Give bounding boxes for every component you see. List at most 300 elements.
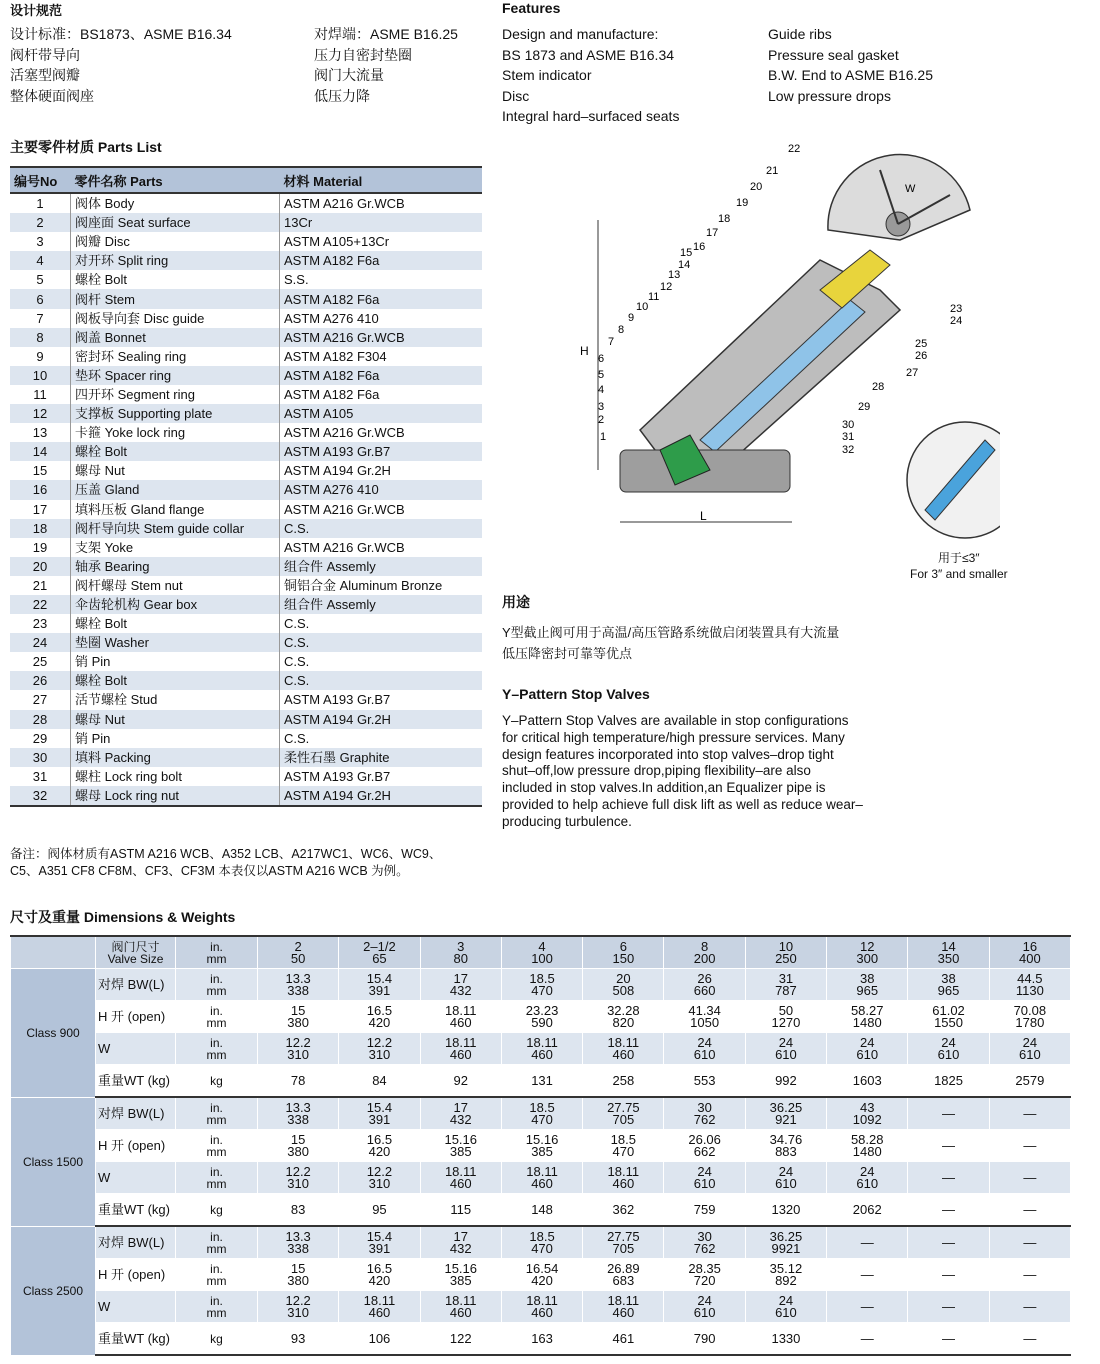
dims-cell (420, 1323, 501, 1356)
ypattern-line: provided to help achieve full disk lift as well as reduce wear– (502, 796, 863, 812)
size-mm: 400 (1018, 950, 1041, 966)
dims-cell-value: 18.11 (526, 1163, 558, 1179)
part-number: 23 (10, 614, 71, 633)
dims-cell (258, 1162, 339, 1194)
part-material: ASTM A194 Gr.2H (280, 786, 483, 806)
features-right-line: Low pressure drops (768, 87, 891, 104)
part-name: 螺栓 Bolt (71, 442, 280, 461)
dims-cell-value: 362 (612, 1201, 635, 1217)
dims-cell (420, 1291, 501, 1323)
dims-cell-value: 24 (697, 1292, 712, 1308)
parts-row (10, 729, 482, 748)
part-material: ASTM A182 F6a (280, 251, 483, 270)
dims-table (10, 935, 1071, 1356)
dims-cell-value: 115 (450, 1201, 472, 1217)
dims-cell (827, 969, 908, 1001)
callout-label: 26 (915, 350, 928, 362)
dims-cell-value: — (1023, 1137, 1037, 1153)
dims-cell (339, 1097, 420, 1130)
dims-cell (420, 969, 501, 1001)
dims-cell-value: 93 (290, 1330, 306, 1346)
dims-cell (908, 1194, 989, 1227)
callout-label: 5 (598, 369, 605, 381)
part-material: ASTM A276 410 (280, 480, 483, 499)
part-material: ASTM A182 F6a (284, 386, 380, 402)
dims-cell-value: 310 (368, 1175, 391, 1191)
dims-cell-value: 24 (697, 1163, 712, 1179)
dims-cell-value: 1270 (771, 1014, 801, 1030)
dims-cell-value: 610 (693, 1175, 716, 1191)
parts-row (10, 232, 482, 251)
valve-cross-section-diagram (580, 140, 1000, 600)
size-in: 12 (859, 938, 875, 954)
dims-cell (420, 1194, 501, 1227)
dims-cell-value: 18.11 (526, 1034, 558, 1050)
part-material: ASTM A182 F304 (284, 348, 387, 364)
part-name: 支架 Yoke (71, 538, 280, 557)
parts-row (10, 595, 482, 614)
size-header (583, 936, 664, 969)
dims-row-unit (176, 1291, 258, 1323)
dims-cell-value: — (942, 1201, 956, 1217)
dims-cell (339, 1033, 420, 1065)
part-name: 轴承 Bearing (71, 557, 280, 576)
dims-cell-value: — (942, 1137, 956, 1153)
dims-cell-value: 790 (693, 1330, 716, 1346)
dims-cell-value: — (1023, 1201, 1037, 1217)
dims-cell-value: 23.23 (525, 1002, 559, 1018)
diagram-caption-en: For 3″ and smaller (910, 567, 1008, 581)
usage-line: Y型截止阀可用于高温/高压管路系统做启闭装置具有大流量 (502, 625, 840, 640)
part-material: ASTM A216 Gr.WCB (284, 196, 405, 212)
dims-cell-value: — (1023, 1298, 1037, 1314)
part-material: ASTM A216 Gr.WCB (284, 425, 405, 441)
dims-cell (827, 1259, 908, 1291)
dims-cell-value: 15 (290, 1260, 306, 1276)
ypattern-line: design features incorporated into stop valves–drop tight (502, 746, 834, 762)
dims-cell (745, 1259, 826, 1291)
dims-cell-value: 460 (531, 1046, 553, 1062)
callout-label: 2 (598, 414, 605, 426)
dims-cell-value: 95 (372, 1201, 387, 1217)
dims-cell (420, 1001, 501, 1033)
callout-label: 23 (950, 303, 963, 315)
callout-label: 9 (628, 312, 635, 324)
dims-cell-value: 460 (449, 1014, 472, 1030)
parts-row (10, 270, 482, 289)
dims-cell (501, 1130, 582, 1162)
callout-label: 29 (858, 401, 871, 413)
diagram-caption-cn: 用于≤3″ (938, 551, 980, 565)
dims-cell (908, 1001, 989, 1033)
dims-cell (583, 1097, 664, 1130)
dims-cell-value: 18.11 (444, 1034, 477, 1050)
dims-cell-value: 38 (941, 970, 956, 986)
dims-cell (501, 1033, 582, 1065)
dims-cell (420, 1097, 501, 1130)
size-in: 2 (294, 938, 302, 954)
dims-cell-value: 992 (775, 1072, 797, 1088)
dims-cell-value: 122 (449, 1330, 472, 1346)
dims-row (11, 1130, 1071, 1162)
dims-cell (258, 1097, 339, 1130)
dims-cell-value: 1130 (1015, 982, 1044, 998)
part-material: ASTM A276 410 (284, 310, 379, 326)
dims-cell-value: 32.28 (607, 1002, 640, 1018)
callout-label: 7 (608, 336, 615, 348)
dims-cell-value: 131 (531, 1072, 553, 1088)
dims-cell-value: 1330 (771, 1330, 801, 1346)
part-number: 32 (10, 786, 71, 806)
dims-cell (583, 1259, 664, 1291)
dims-cell-value: 34.76 (769, 1131, 803, 1147)
dims-cell-value: 106 (368, 1330, 391, 1346)
dims-cell-value: 470 (531, 982, 553, 998)
dims-cell (583, 1291, 664, 1323)
dims-cell-value: 892 (775, 1272, 797, 1288)
size-mm: 50 (290, 950, 306, 966)
dims-cell-value: 965 (856, 982, 879, 998)
dims-cell-value: — (1023, 1105, 1037, 1121)
part-name: 螺母 Lock ring nut (71, 786, 280, 806)
dims-cell (258, 1291, 339, 1323)
part-name: 阀体 Body (71, 193, 280, 213)
dims-cell-value: 17 (453, 970, 468, 986)
dims-row-label: 重量WT (kg) (96, 1323, 176, 1356)
dims-cell-value: 460 (612, 1304, 635, 1320)
callout-label: 6 (598, 353, 605, 365)
dims-cell-value: — (1023, 1266, 1037, 1282)
dims-cell (989, 1323, 1070, 1356)
parts-row (10, 193, 482, 213)
dims-cell (664, 1130, 745, 1162)
features-title: Features (502, 0, 561, 16)
part-material: 柔性石墨 Graphite (280, 748, 483, 767)
dims-cell-value: — (860, 1234, 874, 1250)
dims-cell-value: 43 (859, 1099, 875, 1115)
callout-label: 24 (950, 315, 963, 327)
dims-cell-value: 24 (941, 1034, 956, 1050)
dims-cell (501, 1001, 582, 1033)
dims-cell (989, 1291, 1070, 1323)
dims-row-unit (176, 1130, 258, 1162)
callout-label: 3 (598, 401, 605, 413)
ypattern-title: Y–Pattern Stop Valves (502, 686, 650, 702)
dims-cell (989, 1226, 1070, 1259)
dims-cell-value: 28.35 (688, 1260, 721, 1276)
dim-l-label: L (700, 509, 707, 523)
parts-row (10, 786, 482, 806)
part-name: 螺栓 Bolt (71, 270, 280, 289)
dims-row-unit (176, 1097, 258, 1130)
unit-mm: mm (206, 1112, 227, 1127)
parts-row (10, 442, 482, 461)
dims-cell-value: 36.25 (769, 1099, 803, 1115)
dims-row-label: 对焊 BW(L) (96, 969, 176, 1001)
dims-cell (989, 1259, 1070, 1291)
size-mm: 150 (612, 950, 635, 966)
dims-cell (501, 1097, 582, 1130)
part-name: 阀杆螺母 Stem nut (71, 576, 280, 595)
callout-label: 14 (678, 259, 691, 271)
part-number: 21 (10, 576, 71, 595)
part-name: 阀瓣 Disc (71, 232, 280, 251)
parts-row (10, 710, 482, 729)
callout-label: 4 (598, 384, 605, 396)
dims-cell-value: 163 (531, 1330, 553, 1346)
dims-row-label: H 开 (open) (96, 1259, 176, 1291)
unit-mm: mm (206, 1047, 227, 1062)
parts-row (10, 500, 482, 519)
features-right-line: B.W. End to ASME B16.25 (768, 67, 933, 83)
dims-cell (745, 1001, 826, 1033)
dims-cell-value: — (860, 1298, 874, 1314)
callout-label: 10 (636, 301, 649, 313)
valve-size-cn: 阀门尺寸 (111, 939, 160, 954)
parts-row (10, 767, 482, 786)
dims-row-label: 重量WT (kg) (96, 1194, 176, 1227)
dims-cell (258, 1001, 339, 1033)
part-material: C.S. (284, 654, 310, 670)
dims-row-label: H 开 (open) (96, 1130, 176, 1162)
part-material: ASTM A105 (280, 404, 483, 423)
unit-mm: mm (206, 951, 227, 966)
dims-cell-value: 44.5 (1017, 970, 1043, 986)
dims-cell-value: 385 (449, 1272, 472, 1288)
dims-cell-value: 26 (697, 970, 712, 986)
unit-mm: mm (206, 983, 227, 998)
parts-row (10, 213, 482, 232)
dims-cell (989, 1162, 1070, 1194)
dims-cell-value: 18.11 (444, 1002, 477, 1018)
part-material: C.S. (284, 616, 310, 632)
features-left-line: Design and manufacture: (502, 26, 659, 42)
unit-in: in. (210, 971, 223, 986)
part-number: 1 (10, 193, 71, 213)
dims-cell-value: 460 (449, 1175, 472, 1191)
part-name: 阀杆 Stem (71, 289, 280, 308)
dims-cell-value: 18.5 (529, 1099, 555, 1115)
part-number: 6 (10, 289, 71, 308)
dims-cell-value: 15.4 (366, 1099, 393, 1115)
dims-cell-value: 84 (372, 1072, 387, 1088)
part-name: 螺柱 Lock ring bolt (71, 767, 280, 786)
dims-row-label: W (96, 1291, 176, 1323)
features-right-line: Guide ribs (768, 26, 832, 42)
dims-cell-value: 12.2 (285, 1163, 311, 1179)
part-material: ASTM A193 Gr.B7 (280, 442, 483, 461)
parts-row (10, 633, 482, 652)
dims-cell-value: 1603 (852, 1072, 882, 1088)
dims-cell-value: 12.2 (366, 1034, 393, 1050)
part-name: 销 Pin (71, 652, 280, 671)
dims-row-unit: kg (176, 1323, 258, 1356)
dims-cell-value: 391 (368, 1111, 391, 1127)
parts-header-no: 编号No (10, 167, 71, 193)
dims-row-label: H 开 (open) (96, 1001, 176, 1033)
dims-cell (745, 1226, 826, 1259)
size-header (420, 936, 501, 969)
size-header (258, 936, 339, 969)
dims-cell-value: — (942, 1298, 956, 1314)
dims-cell-value: 508 (612, 982, 635, 998)
size-in: 6 (619, 938, 627, 954)
dims-title: 尺寸及重量 Dimensions & Weights (10, 909, 236, 925)
dims-cell-value: 460 (531, 1304, 553, 1320)
dims-cell (745, 1194, 826, 1227)
callout-label: 32 (842, 444, 855, 456)
dims-cell (908, 1097, 989, 1130)
part-number: 8 (10, 328, 71, 347)
dims-cell-value: 18.5 (529, 970, 555, 986)
dims-row-label: 对焊 BW(L) (96, 1097, 176, 1130)
part-number: 24 (10, 633, 71, 652)
dims-cell (827, 1226, 908, 1259)
design-right-line: 阀门大流量 (314, 67, 384, 83)
dims-cell-value: 18.11 (526, 1292, 558, 1308)
dims-cell (908, 1065, 989, 1098)
parts-row (10, 652, 482, 671)
dims-cell-value: 24 (778, 1292, 794, 1308)
dims-cell (258, 1226, 339, 1259)
ypattern-line: for critical high temperature/high pressure services. Many (502, 729, 845, 745)
part-material: 组合件 Assemly (280, 557, 483, 576)
dims-cell-value: 15.16 (444, 1131, 478, 1147)
dims-cell-value: — (860, 1330, 874, 1346)
parts-row (10, 385, 482, 404)
callout-label: 1 (600, 431, 607, 443)
dims-header-row (11, 936, 1071, 969)
dims-row (11, 1033, 1071, 1065)
dims-cell-value: 705 (612, 1240, 635, 1256)
callout-label: 20 (750, 181, 763, 193)
dims-cell-value: 1780 (1015, 1014, 1045, 1030)
dims-cell-value: 18.11 (444, 1163, 477, 1179)
part-material: ASTM A193 Gr.B7 (284, 692, 391, 708)
part-material: ASTM A194 Gr.2H (280, 710, 483, 729)
features-left-line: Integral hard–surfaced seats (502, 108, 680, 124)
design-left-line: 阀杆带导向 (10, 46, 80, 63)
dims-cell-value: 391 (368, 1240, 391, 1256)
unit-mm: mm (206, 1176, 227, 1191)
dims-cell (258, 1194, 339, 1227)
part-number: 29 (10, 729, 71, 748)
dims-cell (420, 1130, 501, 1162)
features-right-line: Pressure seal gasket (768, 46, 899, 63)
dims-cell-value: 20 (616, 970, 631, 986)
dims-row-unit: kg (176, 1065, 258, 1098)
dims-cell-value: 15 (290, 1131, 306, 1147)
part-name: 卡箍 Yoke lock ring (71, 423, 280, 442)
dims-cell-value: 553 (693, 1072, 716, 1088)
dims-cell-value: 705 (612, 1111, 635, 1127)
part-name: 密封环 Sealing ring (71, 347, 280, 366)
dims-cell-value: 391 (368, 982, 391, 998)
dims-cell-value: 26.89 (607, 1260, 640, 1276)
design-right-line: 低压力降 (314, 87, 370, 104)
dims-cell-value: 24 (778, 1034, 794, 1050)
dims-cell (258, 1130, 339, 1162)
dims-cell-value: 35.12 (769, 1260, 803, 1276)
dims-cell-value: 16.5 (366, 1002, 393, 1018)
dims-cell-value: 470 (612, 1143, 635, 1159)
parts-row (10, 461, 482, 480)
size-in: 2–1/2 (363, 938, 396, 954)
part-name: 活节螺栓 Stud (71, 690, 280, 709)
dims-cell (989, 1033, 1070, 1065)
dims-cell (664, 1194, 745, 1227)
size-mm: 100 (531, 950, 553, 966)
dims-cell-value: 432 (449, 1240, 472, 1256)
dims-cell (258, 969, 339, 1001)
size-header (339, 936, 420, 969)
pressure-class: Class 2500 (11, 1226, 96, 1355)
unit-in: in. (210, 1035, 223, 1050)
dims-cell (583, 1194, 664, 1227)
dims-cell (989, 1130, 1070, 1162)
dims-cell (339, 1259, 420, 1291)
dims-cell-value: 1320 (771, 1201, 801, 1217)
dims-cell-value: 420 (368, 1143, 391, 1159)
dims-cell-value: 24 (778, 1163, 794, 1179)
dims-cell (908, 969, 989, 1001)
dims-cell-value: 18.5 (529, 1228, 555, 1244)
parts-table (10, 166, 482, 807)
dims-cell-value: 610 (693, 1304, 716, 1320)
dims-cell (501, 1291, 582, 1323)
dims-row-unit (176, 1259, 258, 1291)
parts-header-row (10, 167, 482, 193)
callout-label: 28 (872, 381, 885, 393)
parts-row (10, 347, 482, 366)
parts-row (10, 423, 482, 442)
dims-cell-value: 16.5 (366, 1260, 393, 1276)
part-name: 填料 Packing (71, 748, 280, 767)
size-mm: 350 (937, 950, 960, 966)
features-left-line: BS 1873 and ASME B16.34 (502, 46, 675, 63)
parts-row (10, 519, 482, 538)
dims-cell-value: 432 (449, 982, 472, 998)
dims-cell-value: 762 (693, 1111, 716, 1127)
dims-cell (827, 1001, 908, 1033)
dims-row (11, 1162, 1071, 1194)
parts-row (10, 404, 482, 423)
dims-cell (827, 1130, 908, 1162)
dims-row (11, 1065, 1071, 1098)
callout-label: 19 (736, 197, 749, 209)
part-material: S.S. (284, 272, 309, 288)
parts-row (10, 328, 482, 347)
dims-cell (501, 1323, 582, 1356)
design-right-line: 压力自密封垫圈 (314, 46, 412, 63)
part-number: 10 (10, 366, 71, 385)
dims-row-unit (176, 1033, 258, 1065)
unit-mm: mm (206, 1015, 227, 1030)
unit-in: in. (210, 1229, 223, 1244)
dims-cell (745, 969, 826, 1001)
dims-cell-value: 27.75 (607, 1099, 640, 1115)
dims-cell (420, 1226, 501, 1259)
dims-cell (989, 1001, 1070, 1033)
dims-row-label: W (96, 1033, 176, 1065)
dim-w-label: W (905, 183, 916, 195)
part-name: 四开环 Segment ring (71, 385, 280, 404)
size-header (664, 936, 745, 969)
dims-cell-value: 310 (287, 1304, 309, 1320)
size-in: 16 (1022, 938, 1038, 954)
features-right-list (768, 24, 933, 106)
unit-in: in. (210, 1132, 223, 1147)
